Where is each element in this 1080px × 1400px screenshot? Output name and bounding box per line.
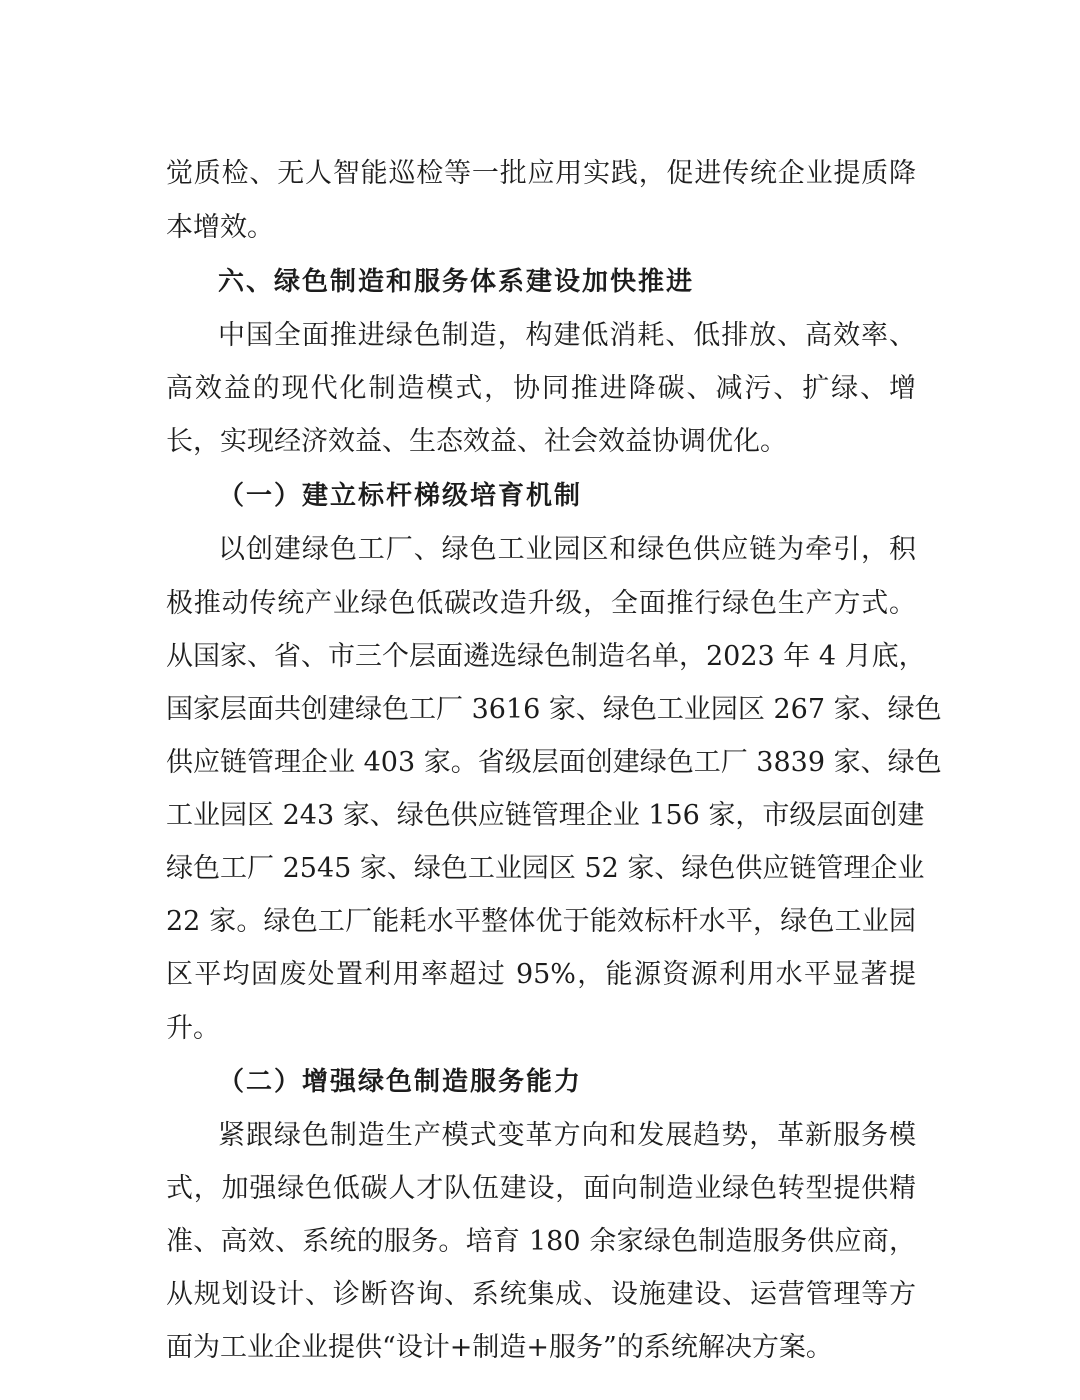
paragraph-line: 紧跟绿色制造生产模式变革方向和发展趋势，革新服务模 (218, 1120, 916, 1151)
paragraph-line: 准、高效、系统的服务。培育 180 余家绿色制造服务供应商， (166, 1226, 916, 1257)
paragraph-line: 从规划设计、诊断咨询、系统集成、设施建设、运营管理等方 (166, 1279, 916, 1310)
paragraph-line: 国家层面共创建绿色工厂 3616 家、绿色工业园区 267 家、绿色 (166, 694, 942, 725)
paragraph-line: 绿色工厂 2545 家、绿色工业园区 52 家、绿色供应链管理企业 (166, 853, 925, 884)
paragraph-line: 高效益的现代化制造模式，协同推进降碳、减污、扩绿、增 (166, 373, 916, 404)
paragraph-line: 极推动传统产业绿色低碳改造升级，全面推行绿色生产方式。 (166, 588, 916, 619)
paragraph-line: 供应链管理企业 403 家。省级层面创建绿色工厂 3839 家、绿色 (166, 747, 942, 778)
subsection-heading: （一）建立标杆梯级培育机制 (218, 481, 583, 511)
paragraph-line: 本增效。 (166, 212, 274, 243)
paragraph-line: 升。 (166, 1013, 220, 1044)
subsection-heading: （二）增强绿色制造服务能力 (218, 1067, 583, 1097)
paragraph-line: 式，加强绿色低碳人才队伍建设，面向制造业绿色转型提供精 (166, 1173, 916, 1204)
paragraph-line: 22 家。绿色工厂能耗水平整体优于能效标杆水平，绿色工业园 (166, 906, 916, 937)
paragraph-line: 区平均固废处置利用率超过 95%，能源资源利用水平显著提 (166, 959, 916, 990)
section-heading: 六、绿色制造和服务体系建设加快推进 (218, 267, 695, 297)
paragraph-line: 从国家、省、市三个层面遴选绿色制造名单，2023 年 4 月底， (166, 641, 926, 672)
paragraph-line: 面为工业企业提供“设计+制造+服务”的系统解决方案。 (166, 1332, 833, 1363)
paragraph-line: 中国全面推进绿色制造，构建低消耗、低排放、高效率、 (218, 320, 916, 351)
paragraph-line: 工业园区 243 家、绿色供应链管理企业 156 家，市级层面创建 (166, 800, 925, 831)
paragraph-line: 以创建绿色工厂、绿色工业园区和绿色供应链为牵引，积 (218, 534, 916, 565)
paragraph-line: 长，实现经济效益、生态效益、社会效益协调优化。 (166, 426, 787, 457)
paragraph-line: 觉质检、无人智能巡检等一批应用实践，促进传统企业提质降 (166, 158, 916, 189)
